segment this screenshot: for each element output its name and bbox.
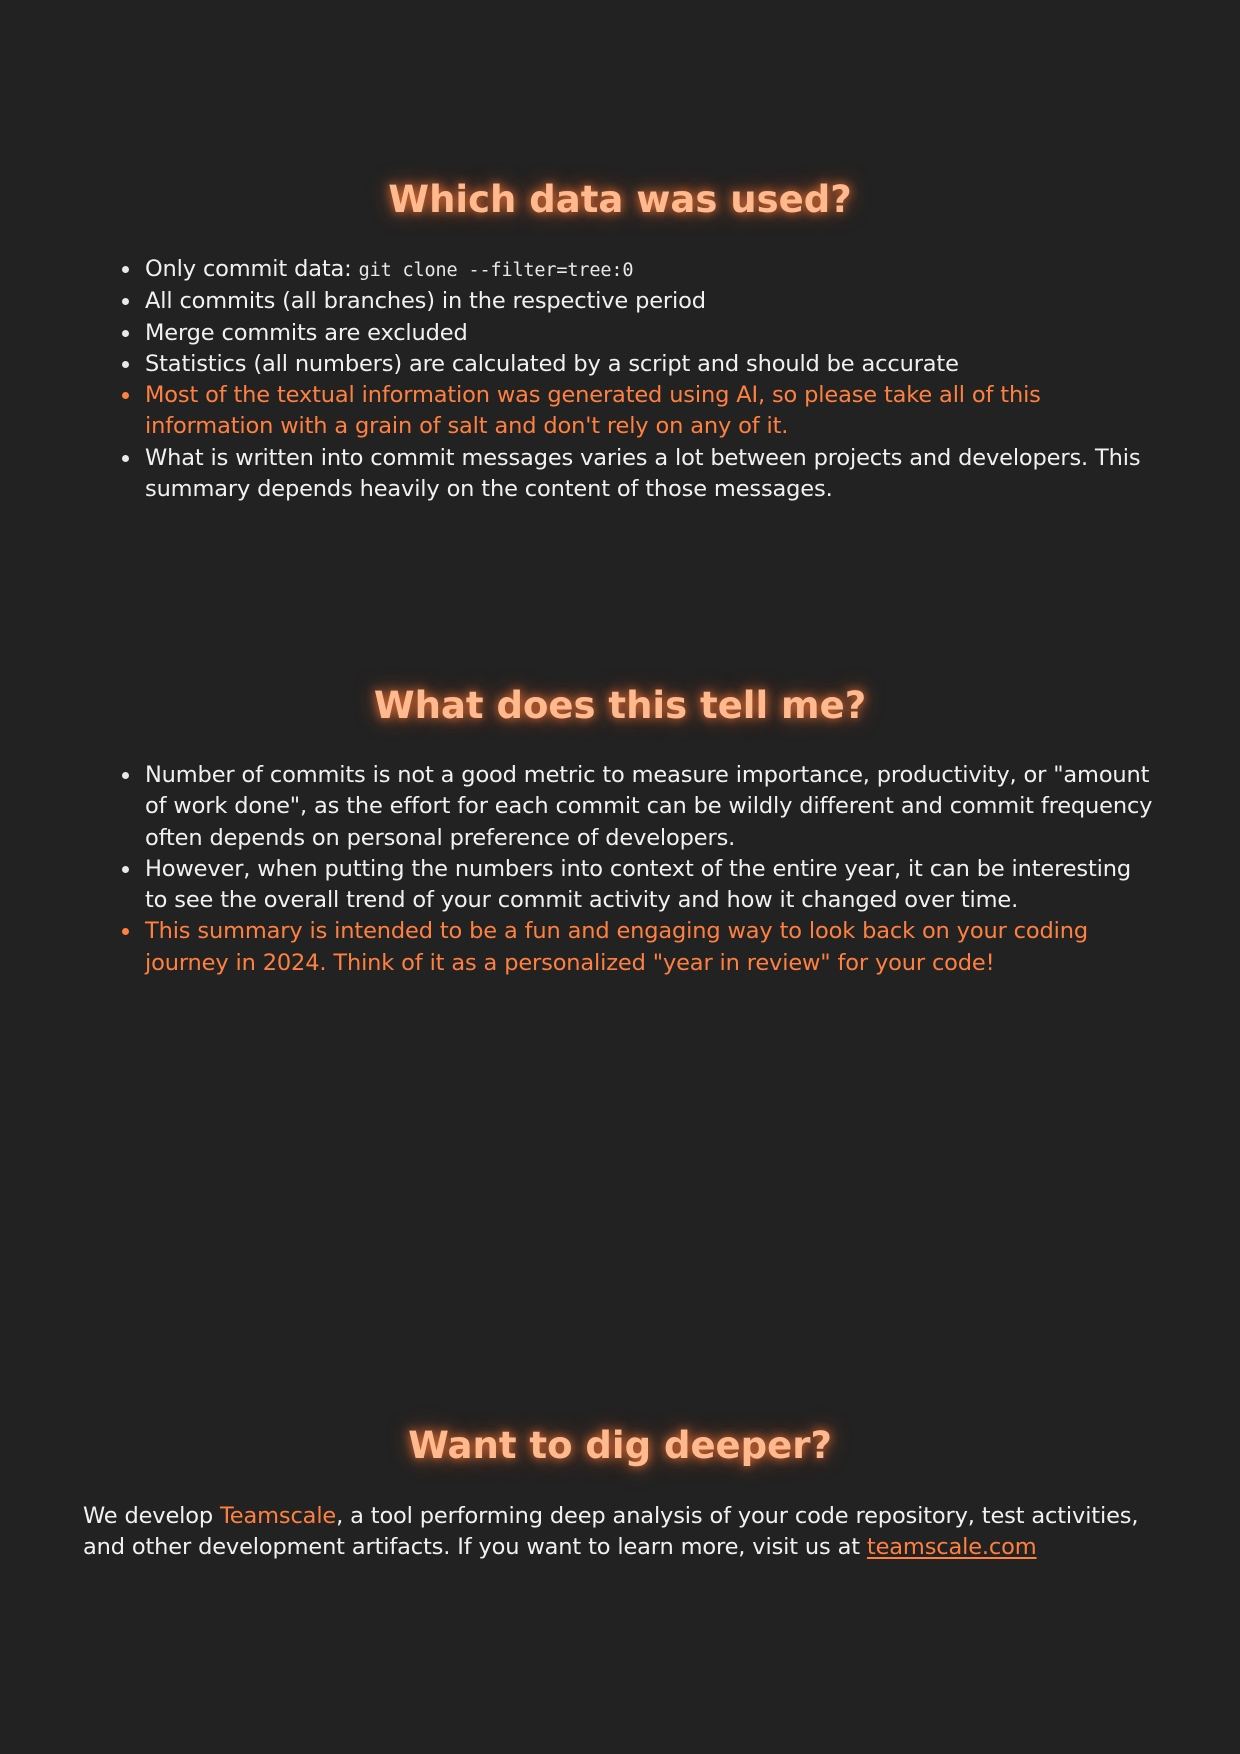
list-item <box>145 254 1155 286</box>
teamscale-link[interactable]: teamscale.com <box>866 1534 1037 1561</box>
teamscale-product-name: Teamscale <box>220 1503 337 1529</box>
list-item-text: Only commit data: <box>145 256 359 282</box>
list-item: However, when putting the numbers into context of the entire year, it can be interesting to see the overall trend of your commit activity and how it changed over time. <box>145 854 1155 917</box>
list-item: Merge commits are excluded <box>145 318 1155 349</box>
heading-what-tells: What does this tell me? <box>373 684 867 727</box>
fun-summary-item: This summary is intended to be a fun and engaging way to look back on your coding journey in 2024. Think of it as a personalized "year in review" for your code! <box>145 916 1155 979</box>
list-item: Number of commits is not a good metric to measure importance, productivity, or "amount of work done", as the effort for each commit can be wildly different and commit frequency often depends on personal preference of developers. <box>145 760 1155 854</box>
list-item: Statistics (all numbers) are calculated by a script and should be accurate <box>145 349 1155 380</box>
paragraph-text: We develop <box>83 1503 221 1529</box>
what-tells-list <box>145 760 1155 979</box>
git-command-code: git clone --filter=tree:0 <box>358 260 634 281</box>
paragraph-text: , a tool performing deep analysis of your code repository, test activities, and other development artifacts. If you want to learn more, visit us at <box>83 1503 1139 1561</box>
heading-dig-deeper: Want to dig deeper? <box>408 1424 832 1467</box>
section-what-tells <box>0 684 1240 728</box>
ai-disclaimer-item: Most of the textual information was generated using AI, so please take all of this information with a grain of salt and don't rely on any of it. <box>145 380 1155 443</box>
section-which-data <box>0 178 1240 222</box>
list-item: What is written into commit messages varies a lot between projects and developers. This summary depends heavily on the content of those messages. <box>145 443 1155 506</box>
teamscale-paragraph <box>83 1501 1163 1564</box>
heading-which-data: Which data was used? <box>388 178 852 221</box>
which-data-list <box>145 254 1155 505</box>
list-item: All commits (all branches) in the respective period <box>145 286 1155 317</box>
section-dig-deeper <box>0 1424 1240 1468</box>
